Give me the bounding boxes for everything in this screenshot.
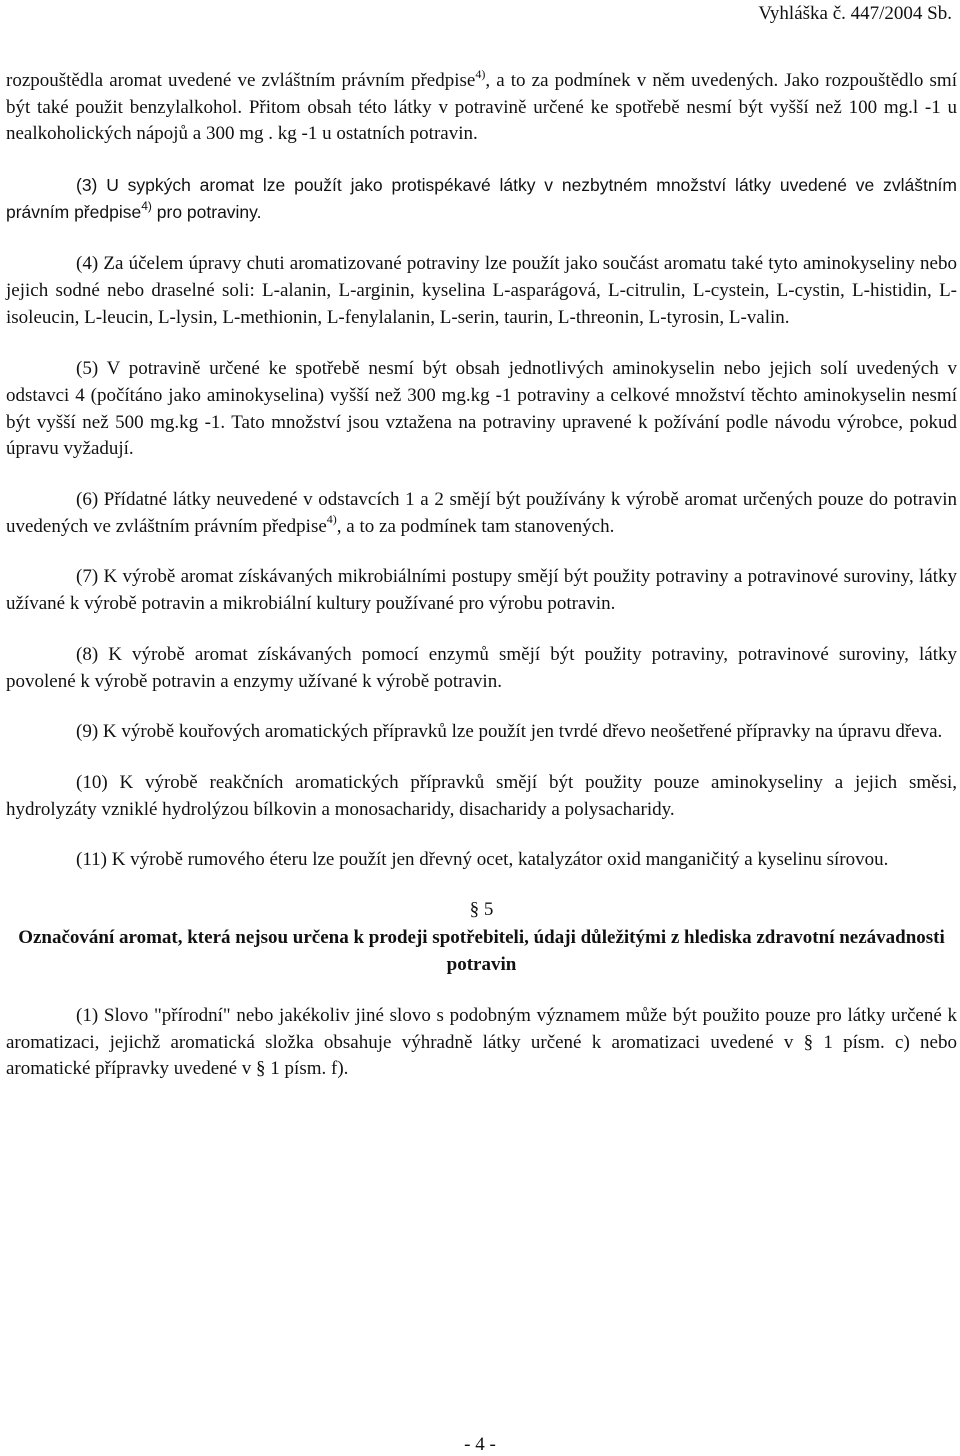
section-number: § 5: [469, 899, 494, 921]
footnote-ref: 4): [326, 512, 337, 527]
paragraph-text: , a to za podmínek v něm uvedených. Jako rozpouštědlo smí být také použit benzylalkohol. Přitom obsah této látky v potravině určené ke spotřebě nesmí být vyšší než 100 mg.l -1 u nealkoholických nápojů a 300 mg . kg -1 u ostatních potravin.: [6, 70, 957, 145]
paragraph-7: (7) K výrobě aromat získávaných mikrobiálními postupy smějí být použity potraviny a potravinové suroviny, látky užívané k výrobě potravin a mikrobiální kultury používané pro výrobu potravin.: [6, 566, 957, 615]
paragraph-text: pro potraviny.: [151, 202, 262, 223]
paragraph-10: (10) K výrobě reakčních aromatických přípravků smějí být použity pouze aminokyseliny a jejich směsi, hydrolyzáty vzniklé hydrolýzou bílkovin a monosacharidy, disacharidy a polysacharidy.: [6, 771, 957, 820]
paragraph-text: , a to za podmínek tam stanovených.: [336, 515, 615, 537]
paragraph-11: (11) K výrobě rumového éteru lze použít jen dřevný ocet, katalyzátor oxid manganičitý a kyselinu sírovou.: [76, 849, 889, 871]
page-number: - 4 -: [464, 1434, 496, 1455]
paragraph-text: rozpouštědla aromat uvedené ve zvláštním právním předpise: [6, 70, 476, 91]
paragraph-6: [6, 487, 957, 540]
section-paragraph-1: (1) Slovo "přírodní" nebo jakékoliv jiné slovo s podobným významem může být použito pouze pro látky určené k aromatizaci, jejichž aromatická složka obsahuje výhradně látky určené k aromatizaci uvedené v § 1 písm. c) nebo aromatické přípravky uvedené v § 1 písm. f).: [6, 1005, 957, 1080]
document-header: Vyhláška č. 447/2004 Sb.: [758, 3, 952, 24]
footnote-ref: 4): [475, 66, 486, 81]
paragraph-8: (8) K výrobě aromat získávaných pomocí enzymů smějí být použity potraviny, potravinové suroviny, látky povolené k výrobě potravin a enzymy užívané k výrobě potravin.: [6, 643, 957, 692]
paragraph-4: (4) Za účelem úpravy chuti aromatizované potraviny lze použít jako součást aromatu také tyto aminokyseliny nebo jejich sodné nebo draselné soli: L-alanin, L-arginin, kyselina L-asparágová, L-citrulin, L-cystein, L-cystin, L-histidin, L-isoleucin, L-leucin, L-lysin, L-methionin, L-fenylalanin, L-serin, taurin, L-threonin, L-tyrosin, L-valin.: [6, 253, 957, 328]
section-title: Označování aromat, která nejsou určena k prodeji spotřebiteli, údaji důležitými z hlediska zdravotní nezávadnosti potravin: [18, 927, 945, 976]
paragraph-3: [6, 172, 957, 226]
footnote-ref: 4): [141, 199, 152, 214]
paragraph-9: (9) K výrobě kouřových aromatických přípravků lze použít jen tvrdé dřevo neošetřené přípravky na úpravu dřeva.: [76, 721, 943, 743]
document-body: [6, 68, 957, 1083]
paragraph-text: (6) Přídatné látky neuvedené v odstavcích 1 a 2 smějí být používány k výrobě aromat určených pouze do potravin uvedených ve zvláštním právním předpise: [6, 489, 957, 537]
paragraph-continuation: [6, 68, 957, 148]
paragraph-text: (3) U sypkých aromat lze použít jako protispékavé látky v nezbytném množství látky uvedené ve zvláštním právním předpise: [6, 175, 957, 223]
paragraph-5: (5) V potravině určené ke spotřebě nesmí být obsah jednotlivých aminokyselin nebo jejich solí uvedených v odstavci 4 (počítáno jako aminokyselina) vyšší než 300 mg.kg -1 potraviny a celkové množství těchto aminokyselin nesmí být vyšší než 500 mg.kg -1. Tato množství jsou vztažena na potraviny upravené k požívání podle návodu výrobce, pokud úpravu vyžadují.: [6, 358, 957, 460]
